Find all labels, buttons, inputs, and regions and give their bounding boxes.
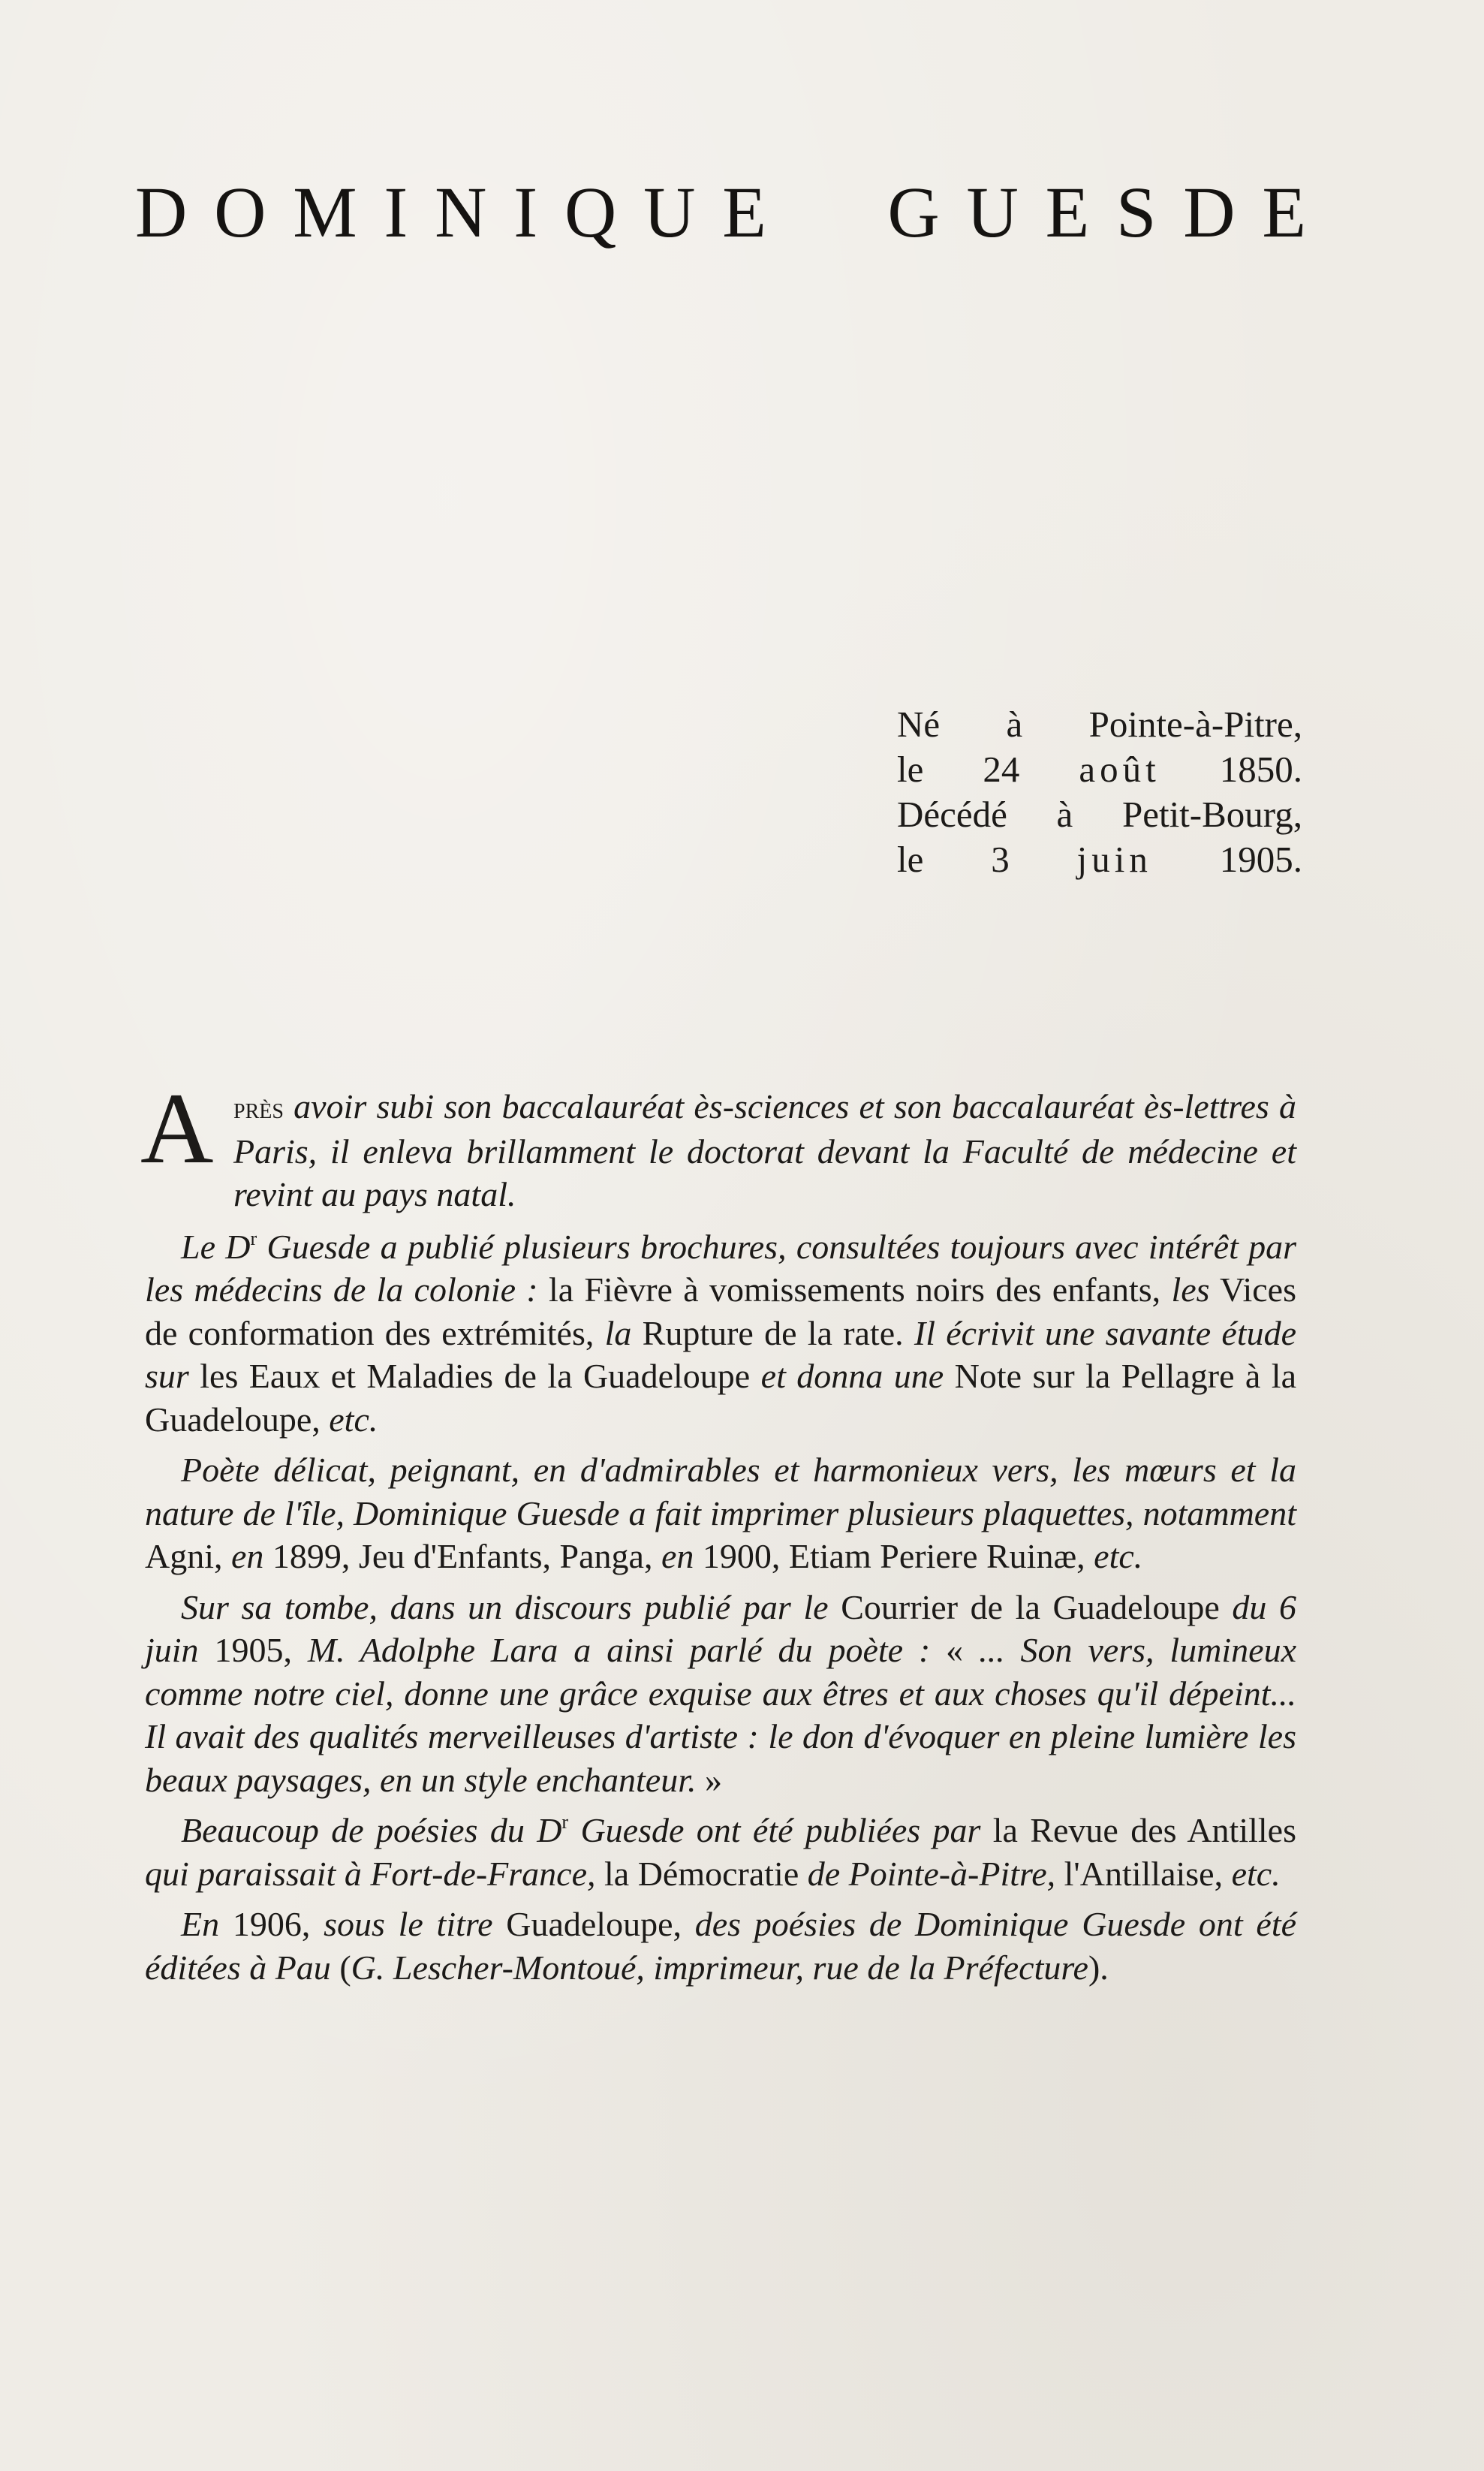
- p5-roman-1: la Revue des Antilles: [980, 1811, 1296, 1849]
- p5-italic-5: etc.: [1231, 1854, 1281, 1893]
- birth-death-info: [897, 702, 1302, 882]
- paragraph-1: [140, 1073, 1296, 1216]
- p3-italic-1: Poète délicat, peignant, en d'admirables et harmonieux vers, les mœurs et la nature de l'île, Dominique Guesde a fait imprimer plusieurs plaquettes, notamment: [145, 1451, 1296, 1532]
- title-letter: S: [1116, 172, 1157, 252]
- title-letter: E: [1045, 172, 1090, 252]
- p3-italic-4: etc.: [1094, 1537, 1143, 1575]
- birth-word: le: [897, 749, 924, 790]
- p4-italic-1: Sur sa tombe, dans un discours publié par le: [181, 1587, 841, 1626]
- p2-italic-7: etc.: [329, 1400, 378, 1439]
- p5-italic-2: Guesde ont été publiées par: [568, 1811, 981, 1849]
- page-title: [135, 171, 1306, 254]
- title-letter: N: [435, 172, 487, 252]
- death-word: juin: [1076, 839, 1152, 880]
- p2-italic-5: Il écrivit une savante étude sur: [145, 1313, 1297, 1395]
- paragraph-6: [145, 1903, 1296, 1989]
- title-letter: U: [966, 172, 1019, 252]
- p6-italic-3: des poésies de Dominique Guesde ont été éditées à Pau: [145, 1905, 1297, 1987]
- drop-cap: A: [140, 1073, 214, 1185]
- p2-roman-4: les Eaux et Maladies de la Guadeloupe: [188, 1357, 761, 1395]
- birth-word: août: [1079, 749, 1160, 790]
- birth-word: Né: [897, 704, 941, 745]
- title-letter: G: [887, 172, 940, 252]
- p3-roman-2: 1899, Jeu d'Enfants, Panga,: [263, 1537, 661, 1575]
- p3-roman-3: 1900, Etiam Periere Ruinæ,: [694, 1537, 1094, 1575]
- title-letter: Q: [564, 172, 617, 252]
- title-letter: O: [214, 172, 266, 252]
- p6-roman-2: Guadeloupe,: [492, 1905, 695, 1943]
- death-word: à: [1056, 794, 1073, 835]
- p4-italic-3: M. Adolphe Lara a ainsi parlé du poète :: [307, 1631, 947, 1669]
- paragraph-3: [145, 1448, 1296, 1578]
- p5-roman-3: l'Antillaise,: [1055, 1854, 1232, 1893]
- p6-roman-3: (: [330, 1948, 351, 1987]
- title-letter: E: [1262, 172, 1306, 252]
- birth-word: Pointe-à-Pitre,: [1088, 704, 1302, 745]
- p2-roman-1: la Fièvre à vomissements noirs des enfants,: [548, 1270, 1172, 1309]
- title-letter: U: [643, 172, 696, 252]
- biography-text: [140, 1073, 1297, 1996]
- death-word: Petit-Bourg,: [1121, 794, 1302, 835]
- paragraph-5: [145, 1809, 1296, 1895]
- birth-word: 1850.: [1219, 749, 1302, 790]
- p6-roman-1: 1906,: [219, 1905, 324, 1943]
- small-caps-lead: près: [233, 1091, 284, 1125]
- p4-roman-4: »: [696, 1760, 723, 1799]
- death-word: 3: [991, 839, 1010, 880]
- title-letter: M: [293, 172, 357, 252]
- p2-italic-6: et donna une: [760, 1357, 944, 1395]
- p1-italic: avoir subi son baccalauréat ès-sciences et son baccalauréat ès-lettres à Paris, il enleva brillamment le doctorat devant la Faculté de médecine et revint au pays natal.: [233, 1087, 1296, 1213]
- p2-italic-1: Le D: [181, 1227, 251, 1266]
- p4-roman-1: Courrier de la Guadeloupe: [841, 1587, 1233, 1626]
- death-word: Décédé: [897, 794, 1007, 835]
- p4-italic-4: ... Son vers, lumineux comme notre ciel, donne une grâce exquise aux êtres et aux choses qu'il dépeint... Il avait des qualités merveilleuses d'artiste : le don d'évoquer en pleine lumière les beaux paysages, en un style enchanteur.: [145, 1631, 1297, 1799]
- paragraph-4: [145, 1586, 1296, 1802]
- death-word: le: [897, 839, 924, 880]
- p2-roman-5: Note sur la Pellagre à la Guadeloupe,: [145, 1357, 1296, 1439]
- birth-word: 24: [983, 749, 1020, 790]
- p2-sup: r: [250, 1227, 257, 1249]
- p4-italic-2: du 6 juin: [145, 1587, 1296, 1669]
- p6-italic-2: sous le titre: [324, 1905, 493, 1943]
- birth-line: [897, 702, 1302, 747]
- birth-date-line: [897, 747, 1302, 792]
- p3-italic-2: en: [231, 1537, 264, 1575]
- p5-italic-3: qui paraissait à Fort-de-France,: [145, 1854, 596, 1893]
- title-word-gap: [793, 171, 861, 254]
- death-line: [897, 792, 1302, 837]
- birth-word: à: [1006, 704, 1023, 745]
- p4-roman-2: 1905,: [198, 1631, 308, 1669]
- p5-sup: r: [561, 1811, 569, 1833]
- p6-italic-4: G. Lescher-Montoué, imprimeur, rue de la Préfecture: [351, 1948, 1088, 1987]
- p6-italic-1: En: [181, 1905, 220, 1943]
- p3-roman-1: Agni,: [145, 1537, 231, 1575]
- p2-italic-3: les: [1171, 1270, 1210, 1309]
- p2-italic-2: Guesde a publié plusieurs brochures, consultées toujours avec intérêt par les médecins de la colonie :: [145, 1227, 1296, 1309]
- p4-roman-3: «: [946, 1631, 980, 1669]
- p6-roman-4: ).: [1088, 1948, 1109, 1987]
- p5-italic-1: Beaucoup de poésies du D: [181, 1811, 562, 1849]
- death-word: 1905.: [1219, 839, 1302, 880]
- p2-roman-2: Vices de conformation des extrémités,: [145, 1270, 1296, 1352]
- death-date-line: [897, 837, 1302, 882]
- title-letter: I: [384, 172, 408, 252]
- p2-italic-4: la: [604, 1313, 632, 1352]
- title-letter: D: [1183, 172, 1236, 252]
- p3-italic-3: en: [661, 1537, 694, 1575]
- title-letter: I: [513, 172, 538, 252]
- title-letter: E: [722, 172, 766, 252]
- paragraph-2: [145, 1225, 1296, 1442]
- title-letter: D: [135, 172, 188, 252]
- p5-italic-4: de Pointe-à-Pitre,: [807, 1854, 1056, 1893]
- p5-roman-2: la Démocratie: [595, 1854, 808, 1893]
- p2-roman-3: Rupture de la rate.: [631, 1313, 914, 1352]
